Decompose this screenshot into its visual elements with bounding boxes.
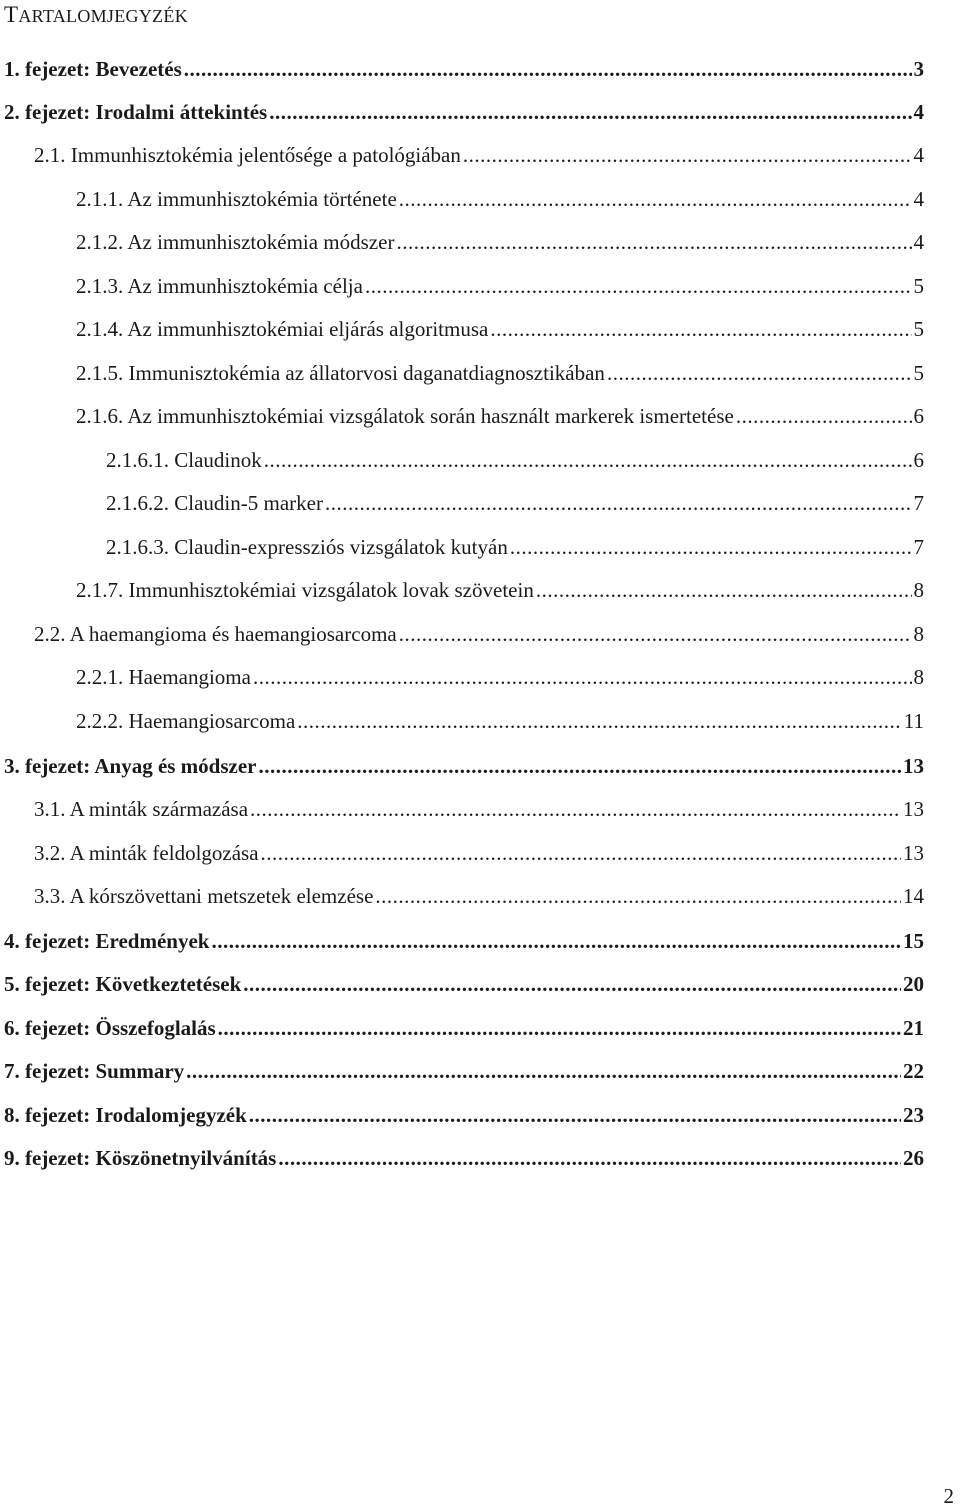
toc-entry-ch3[interactable]: 3. fejezet: Anyag és módszer ..... 13 bbox=[4, 751, 924, 781]
toc-entry-2-1-1[interactable]: 2.1.1. Az immunhisztokémia története ..... 4 bbox=[76, 184, 924, 214]
toc-entry-ch6[interactable]: 6. fejezet: Összefoglalás ..... 21 bbox=[4, 1013, 924, 1043]
dot-leader bbox=[186, 1056, 901, 1086]
dot-leader bbox=[218, 1013, 901, 1043]
title-rest: ARTALOMJEGYZÉK bbox=[18, 6, 189, 26]
toc-entry-ch8[interactable]: 8. fejezet: Irodalomjegyzék ..... 23 bbox=[4, 1100, 924, 1130]
toc-entry-2-2-1[interactable]: 2.2.1. Haemangioma ..... 8 bbox=[76, 662, 924, 692]
toc-entry-2-2-2[interactable]: 2.2.2. Haemangiosarcoma ..... 11 bbox=[76, 706, 924, 736]
toc-entry-3-2[interactable]: 3.2. A minták feldolgozása ..... 13 bbox=[34, 838, 924, 868]
dot-leader bbox=[243, 969, 901, 999]
toc-entry-ch5[interactable]: 5. fejezet: Következtetések ..... 20 bbox=[4, 969, 924, 999]
dot-leader bbox=[278, 1143, 901, 1173]
dot-leader bbox=[269, 97, 911, 127]
toc-entry-3-1[interactable]: 3.1. A minták származása ..... 13 bbox=[34, 794, 924, 824]
dot-leader bbox=[510, 532, 912, 562]
dot-leader bbox=[396, 227, 911, 257]
dot-leader bbox=[211, 926, 901, 956]
toc-entry-3-3[interactable]: 3.3. A kórszövettani metszetek elemzése ..... 14 bbox=[34, 881, 924, 911]
dot-leader bbox=[297, 706, 902, 736]
toc-entry-2-1-6-2[interactable]: 2.1.6.2. Claudin-5 marker ..... 7 bbox=[106, 488, 924, 518]
toc-entry-2-1-6-3[interactable]: 2.1.6.3. Claudin-expressziós vizsgálatok kutyán ..... 7 bbox=[106, 532, 924, 562]
toc-entry-2-1-6[interactable]: 2.1.6. Az immunhisztokémiai vizsgálatok során használt markerek ismertetése ..... 6 bbox=[76, 401, 924, 431]
dot-leader bbox=[261, 838, 901, 868]
toc-entry-2-1[interactable]: 2.1. Immunhisztokémia jelentősége a patológiában ..... 4 bbox=[34, 140, 924, 170]
dot-leader bbox=[490, 314, 911, 344]
toc-entry-ch2[interactable]: 2. fejezet: Irodalmi áttekintés ..... 4 bbox=[4, 97, 924, 127]
title-initial: T bbox=[4, 2, 19, 27]
toc-entry-2-2[interactable]: 2.2. A haemangioma és haemangiosarcoma ..... 8 bbox=[34, 619, 924, 649]
toc-entry-2-1-3[interactable]: 2.1.3. Az immunhisztokémia célja ..... 5 bbox=[76, 271, 924, 301]
dot-leader bbox=[259, 751, 902, 781]
dot-leader bbox=[607, 358, 912, 388]
dot-leader bbox=[250, 794, 901, 824]
toc-entry-ch7[interactable]: 7. fejezet: Summary ..... 22 bbox=[4, 1056, 924, 1086]
toc-entry-2-1-4[interactable]: 2.1.4. Az immunhisztokémiai eljárás algoritmusa ..... 5 bbox=[76, 314, 924, 344]
toc-entry-ch9[interactable]: 9. fejezet: Köszönetnyilvánítás ..... 26 bbox=[4, 1143, 924, 1173]
dot-leader bbox=[399, 184, 912, 214]
dot-leader bbox=[375, 881, 901, 911]
dot-leader bbox=[463, 140, 912, 170]
toc-entry-2-1-7[interactable]: 2.1.7. Immunhisztokémiai vizsgálatok lovak szövetein ..... 8 bbox=[76, 575, 924, 605]
dot-leader bbox=[365, 271, 912, 301]
dot-leader bbox=[184, 54, 912, 84]
page-title bbox=[4, 2, 188, 28]
dot-leader bbox=[264, 445, 912, 475]
dot-leader bbox=[399, 619, 912, 649]
toc-entry-2-1-5[interactable]: 2.1.5. Immunisztokémia az állatorvosi daganatdiagnosztikában ..... 5 bbox=[76, 358, 924, 388]
toc-entry-ch4[interactable]: 4. fejezet: Eredmények ..... 15 bbox=[4, 926, 924, 956]
dot-leader bbox=[325, 488, 912, 518]
dot-leader bbox=[249, 1100, 901, 1130]
dot-leader bbox=[536, 575, 912, 605]
toc-entry-ch1[interactable]: 1. fejezet: Bevezetés ..... 3 bbox=[4, 54, 924, 84]
page-number: 2 bbox=[943, 1484, 954, 1508]
toc-entry-2-1-6-1[interactable]: 2.1.6.1. Claudinok ..... 6 bbox=[106, 445, 924, 475]
toc-entry-2-1-2[interactable]: 2.1.2. Az immunhisztokémia módszer ..... 4 bbox=[76, 227, 924, 257]
dot-leader bbox=[736, 401, 912, 431]
dot-leader bbox=[253, 662, 912, 692]
